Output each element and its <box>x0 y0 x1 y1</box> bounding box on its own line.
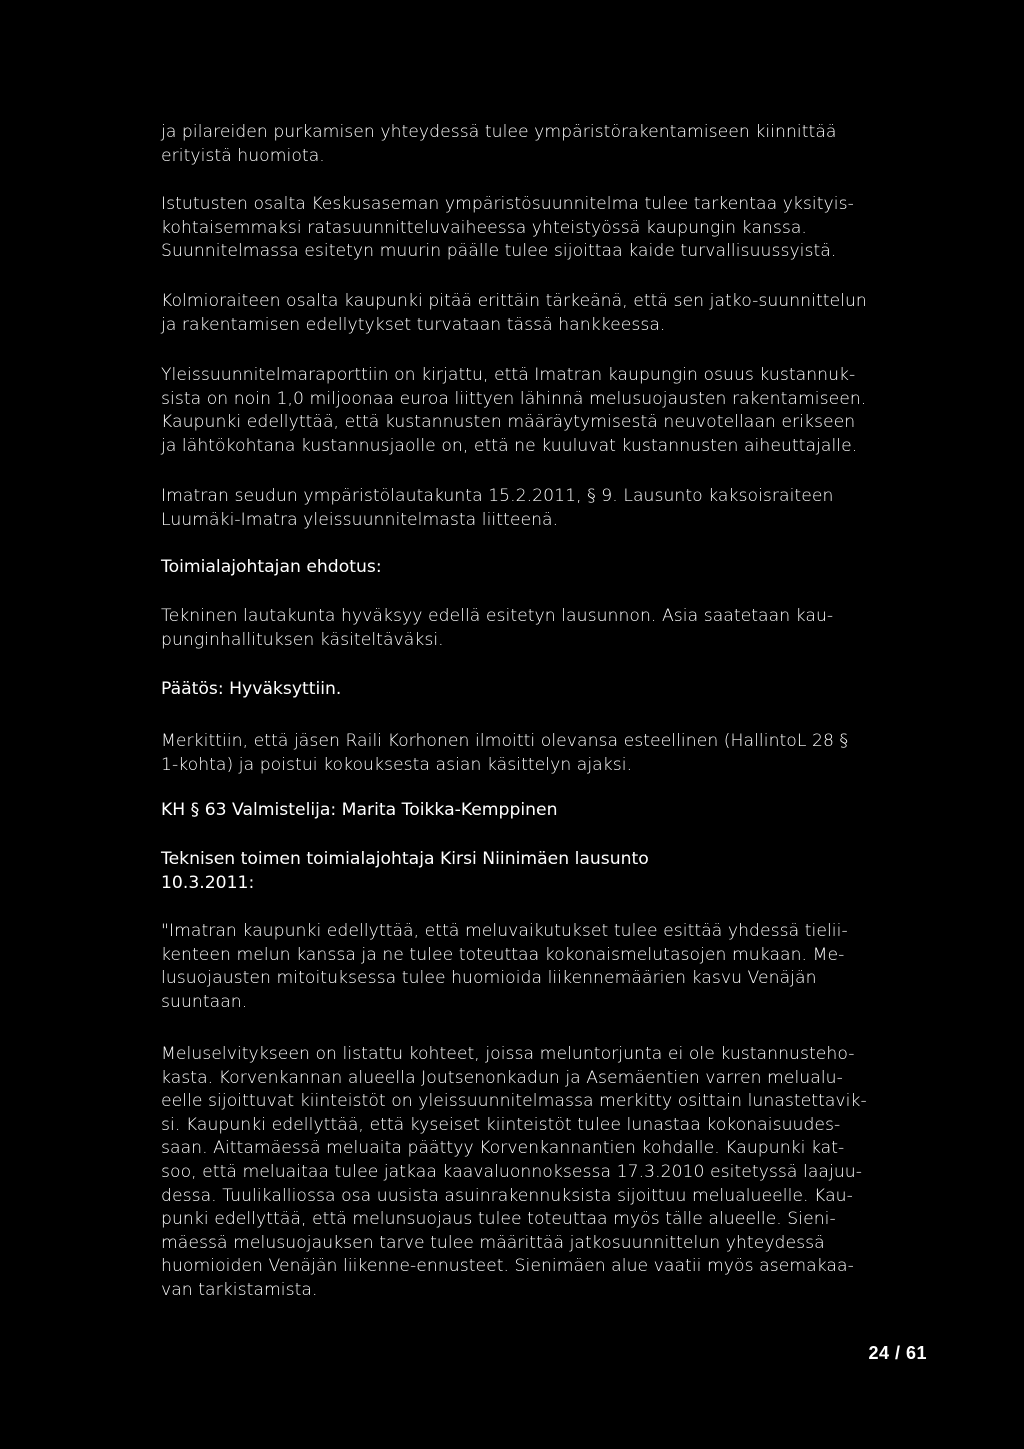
heading-paatos <box>161 678 927 702</box>
page-number: 24 / 61 <box>868 1343 927 1363</box>
text-line: dessa. Tuulikalliossa osa uusista asuinrakennuksista sijoittuu melualueelle. Kau- <box>161 1185 853 1206</box>
heading-text: Toimialajohtajan ehdotus: <box>161 557 382 577</box>
heading-lausunto <box>161 848 927 895</box>
paragraph-imatran-kaupunki <box>161 920 927 1014</box>
text-line: Istutusten osalta Keskusaseman ympäristösuunnitelma tulee tarkentaa yksityis- <box>161 194 854 214</box>
heading-kh-63 <box>161 799 927 823</box>
text-line: Luumäki-Imatra yleissuunnitelmasta liitteenä. <box>161 509 559 530</box>
text-line: "Imatran kaupunki edellyttää, että meluvaikutukset tulee esittää yhdessä tielii- <box>161 921 848 941</box>
text-line: Merkittiin, että jäsen Raili Korhonen ilmoitti olevansa esteellinen (HallintoL 28 § <box>161 731 849 751</box>
text-line: punki edellyttää, että melunsuojaus tulee toteuttaa myös tälle alueelle. Sieni- <box>161 1209 836 1230</box>
text-line: soo, että meluaitaa tulee jatkaa kaavaluonnoksessa 17.3.2010 esitetyssä laajuu- <box>161 1161 862 1182</box>
text-line: kasta. Korvenkannan alueella Joutsenonkadun ja Asemäentien varren melualu- <box>161 1067 843 1088</box>
text-line: lusuojausten mitoituksessa tulee huomioida liikennemäärien kasvu Venäjän <box>161 968 817 989</box>
text-line: Yleissuunnitelmaraporttiin on kirjattu, että Imatran kaupungin osuus kustannuk- <box>161 365 856 385</box>
paragraph-yleissuunnitelmaraportti <box>161 364 927 458</box>
paragraph-ymparistolautakunta <box>161 485 927 532</box>
text-line: mäessä melusuojauksen tarve tulee määrittää jatkosuunnittelun yhteydessä <box>161 1232 825 1253</box>
text-line: kohtaisemmaksi ratasuunnitteluvaiheessa yhteistyössä kaupungin kanssa. <box>161 217 807 238</box>
text-line: Tekninen lautakunta hyväksyy edellä esitetyn lausunnon. Asia saatetaan kau- <box>161 606 834 626</box>
text-line: Meluselvitykseen on listattu kohteet, joissa meluntorjunta ei ole kustannusteho- <box>161 1044 855 1064</box>
text-line: sista on noin 1,0 miljoonaa euroa liittyen lähinnä melusuojausten rakentamiseen. <box>161 388 867 409</box>
text-line: si. Kaupunki edellyttää, että kyseiset kiinteistöt tulee lunastaa kokonaisuudes- <box>161 1114 841 1135</box>
text-line: ja pilareiden purkamisen yhteydessä tulee ympäristörakentamiseen kiinnittää <box>161 122 837 142</box>
text-line: ja lähtökohtana kustannusjaolle on, että ne kuuluvat kustannusten aiheuttajalle. <box>161 435 858 456</box>
text-line: eelle sijoittuvat kiinteistöt on yleissuunnitelmassa merkitty osittain lunastettavik- <box>161 1091 867 1112</box>
heading-text: Päätös: Hyväksyttiin. <box>161 679 342 699</box>
text-line: saan. Aittamäessä meluaita päättyy Korvenkannantien kohdalle. Kaupunki kat- <box>161 1138 845 1159</box>
text-line: Suunnitelmassa esitetyn muurin päälle tulee sijoittaa kaide turvallisuussyistä. <box>161 241 837 262</box>
heading-text: Teknisen toimen toimialajohtaja Kirsi Niinimäen lausunto <box>161 849 649 869</box>
paragraph-merkittiin <box>161 730 927 777</box>
text-line: suuntaan. <box>161 991 248 1012</box>
text-line: Imatran seudun ympäristölautakunta 15.2.2011, § 9. Lausunto kaksoisraiteen <box>161 486 834 506</box>
text-line: erityistä huomiota. <box>161 145 325 166</box>
text-line: Kaupunki edellyttää, että kustannusten määräytymisestä neuvotellaan erikseen <box>161 412 856 433</box>
text-line: kenteen melun kanssa ja ne tulee toteuttaa kokonaismelutasojen mukaan. Me- <box>161 944 845 965</box>
text-line: Kolmioraiteen osalta kaupunki pitää erittäin tärkeänä, että sen jatko-suunnittelun <box>161 291 867 311</box>
heading-toimialajohtajan-ehdotus <box>161 556 927 580</box>
heading-text: KH § 63 Valmistelija: Marita Toikka-Kemppinen <box>161 800 558 820</box>
text-line: ja rakentamisen edellytykset turvataan tässä hankkeessa. <box>161 314 666 335</box>
heading-text: 10.3.2011: <box>161 872 255 893</box>
paragraph-pilareiden <box>161 121 927 168</box>
paragraph-kolmioraiteen <box>161 290 927 337</box>
paragraph-meluselvitys <box>161 1043 927 1303</box>
text-line: punginhallituksen käsiteltäväksi. <box>161 629 444 650</box>
text-line: van tarkistamista. <box>161 1279 318 1300</box>
paragraph-istutusten <box>161 193 927 264</box>
text-line: huomioiden Venäjän liikenne-ennusteet. Sienimäen alue vaatii myös asemakaa- <box>161 1256 854 1277</box>
paragraph-tekninen-lautakunta <box>161 605 927 652</box>
text-line: 1-kohta) ja poistui kokouksesta asian käsittelyn ajaksi. <box>161 754 633 775</box>
